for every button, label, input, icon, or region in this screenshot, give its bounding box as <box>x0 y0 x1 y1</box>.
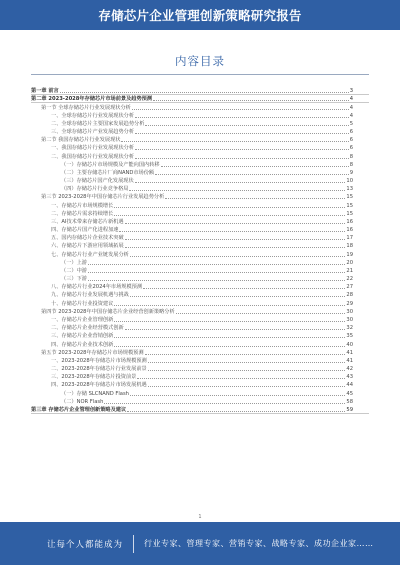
toc-entry-page: 4 <box>349 96 353 103</box>
toc-entry-title: 第二章 2023-2028年存储芯片市场前景及趋势预测 <box>31 96 153 103</box>
toc-entry-page: 44 <box>346 382 353 389</box>
toc-entry[interactable] <box>31 217 353 225</box>
toc-entry[interactable] <box>31 339 353 347</box>
toc-entry-page: 21 <box>346 267 353 274</box>
toc-heading: 内容目录 <box>175 54 225 68</box>
toc-entry-page: 35 <box>346 333 353 340</box>
toc-dot-leader <box>155 174 349 175</box>
toc-dot-leader <box>114 337 345 338</box>
toc-entry-title: 十、存储芯片行业投资建议 <box>51 300 114 307</box>
toc-entry-page: 15 <box>346 202 353 209</box>
toc-entry[interactable] <box>31 111 353 119</box>
toc-entry-title: 四、存储芯片国产化进程加速 <box>51 227 119 234</box>
toc-dot-leader <box>114 346 345 347</box>
toc-dot-leader <box>137 378 345 379</box>
page-number: 1 <box>198 514 202 520</box>
toc-entry-title: 七、存储芯片行业产业链发展分析 <box>51 251 129 258</box>
toc-entry-title: 二、全球存储芯片主要国家发展趋势分析 <box>51 120 145 127</box>
toc-entry-title: （四）存储芯片行业竞争格局 <box>61 186 129 193</box>
toc-entry-title: 三、AI技术带来存储芯片新机遇 <box>51 218 124 225</box>
toc-entry-title: （一）上游 <box>61 259 87 266</box>
toc-dot-leader <box>114 305 345 306</box>
toc-entry[interactable] <box>31 348 353 356</box>
toc-dot-leader <box>135 133 349 134</box>
toc-dot-leader <box>125 223 346 224</box>
toc-dot-leader <box>132 109 349 110</box>
toc-heading-divider <box>31 74 369 75</box>
toc-entry-page: 10 <box>346 178 353 185</box>
toc-entry-title: 第二节 我国存储芯片行业发展现状 <box>41 137 121 144</box>
toc-dot-leader <box>145 125 348 126</box>
toc-entry-title: 第一节 全球存储芯片行业发展现状分析 <box>41 104 131 111</box>
toc-dot-leader <box>135 182 346 183</box>
toc-entry-page: 13 <box>346 186 353 193</box>
toc-entry[interactable] <box>31 388 353 396</box>
toc-dot-leader <box>143 288 345 289</box>
footer-slogan: 让每个人都能成为 <box>47 539 124 550</box>
toc-entry-title: （三）下游 <box>61 276 87 283</box>
toc-entry[interactable] <box>31 176 353 184</box>
toc-entry-title: 五、国内存储芯片企业技术突破 <box>51 235 124 242</box>
toc-entry-page: 4 <box>349 112 353 119</box>
toc-dot-leader <box>121 141 348 142</box>
toc-entry-page: 27 <box>346 284 353 291</box>
toc-entry[interactable] <box>31 266 353 274</box>
toc-entry[interactable] <box>31 102 353 110</box>
footer-tagline: 行业专家、管理专家、营销专家、战略专家、成功企业家…… <box>144 539 374 548</box>
toc-entry[interactable] <box>31 282 353 290</box>
toc-entry[interactable] <box>31 225 353 233</box>
report-title: 存储芯片企业管理创新策略研究报告 <box>98 8 302 23</box>
toc-entry-page: 22 <box>346 276 353 283</box>
toc-dot-leader <box>145 354 346 355</box>
toc-dot-leader <box>104 403 345 404</box>
toc-entry-title: 二、存储芯片需求持续增长 <box>51 210 114 217</box>
toc-entry[interactable] <box>31 127 353 135</box>
toc-dot-leader <box>114 215 345 216</box>
toc-entry[interactable] <box>31 290 353 298</box>
toc-entry-page: 19 <box>346 251 353 258</box>
toc-entry-title: 第一章 前言 <box>31 88 59 95</box>
toc-entry[interactable] <box>31 143 353 151</box>
report-header <box>0 0 400 30</box>
toc-dot-leader <box>125 247 346 248</box>
toc-entry[interactable] <box>31 151 353 159</box>
toc-dot-leader <box>148 370 346 371</box>
toc-entry[interactable] <box>31 160 353 168</box>
toc-entry[interactable] <box>31 200 353 208</box>
toc-entry-title: 三、全球存储芯片产业发展趋势分析 <box>51 129 135 136</box>
toc-entry-page: 6 <box>349 137 353 144</box>
toc-dot-leader <box>127 411 345 412</box>
toc-dot-leader <box>148 386 346 387</box>
toc-entry-page: 4 <box>349 104 353 111</box>
toc-entry-title: 二、存储芯片企业经营模式创新 <box>51 325 124 332</box>
toc-entry[interactable] <box>31 249 353 257</box>
toc-entry-title: 一、全球存储芯片行业发展现状分析 <box>51 112 135 119</box>
toc-entry[interactable] <box>31 233 353 241</box>
toc-entry-page: 15 <box>346 194 353 201</box>
toc-entry-title: 三、2023-2028年存储芯片投资前景 <box>51 374 137 381</box>
footer-divider <box>133 535 134 553</box>
toc-entry-page: 30 <box>346 316 353 323</box>
toc-entry-title: （一）存储 SLCNAND Flash <box>61 390 129 397</box>
chapter-divider <box>31 94 369 95</box>
toc-entry-page: 59 <box>346 406 353 413</box>
toc-entry[interactable] <box>31 274 353 282</box>
toc-entry-title: （三）存储芯片国产化发展现状 <box>61 178 134 185</box>
table-of-contents <box>31 86 353 413</box>
toc-dot-leader <box>114 321 345 322</box>
toc-entry-title: 一、存储芯片企业管理创新 <box>51 316 114 323</box>
toc-dot-leader <box>130 296 346 297</box>
toc-dot-leader <box>88 264 345 265</box>
toc-dot-leader <box>165 198 345 199</box>
toc-entry-title: 第四节 2023-2028年中国存储芯片企业经营创新策略分析 <box>41 308 175 315</box>
toc-entry-title: （二）NOR Flash <box>61 398 104 405</box>
toc-entry-page: 41 <box>346 357 353 364</box>
toc-entry-page: 28 <box>346 292 353 299</box>
toc-entry-page: 3 <box>349 88 353 95</box>
toc-entry[interactable] <box>31 372 353 380</box>
toc-entry-page: 43 <box>346 374 353 381</box>
toc-entry-page: 8 <box>349 153 353 160</box>
toc-entry-page: 41 <box>346 349 353 356</box>
chapter-divider <box>31 102 369 103</box>
toc-dot-leader <box>135 117 349 118</box>
toc-entry[interactable] <box>31 380 353 388</box>
toc-entry[interactable] <box>31 209 353 217</box>
toc-dot-leader <box>119 231 345 232</box>
toc-entry[interactable] <box>31 135 353 143</box>
toc-entry-title: 第三章 存储芯片企业管理创新策略及建议 <box>31 406 127 413</box>
toc-entry-title: 第三节 2023-2028年中国存储芯片行业发展趋势分析 <box>41 194 165 201</box>
toc-entry[interactable] <box>31 168 353 176</box>
toc-dot-leader <box>135 149 349 150</box>
toc-entry-page: 16 <box>346 218 353 225</box>
toc-entry-page: 17 <box>346 235 353 242</box>
toc-entry-page: 32 <box>346 325 353 332</box>
toc-dot-leader <box>176 313 346 314</box>
toc-entry-page: 30 <box>346 308 353 315</box>
toc-entry-page: 40 <box>346 341 353 348</box>
toc-entry-page: 58 <box>346 398 353 405</box>
toc-entry-title: 二、2023-2028年存储芯片行业发展前景 <box>51 366 147 373</box>
toc-entry-page: 16 <box>346 227 353 234</box>
toc-entry-title: 八、存储芯片行业2024年市场规模预测 <box>51 284 143 291</box>
toc-entry[interactable] <box>31 307 353 315</box>
toc-dot-leader <box>161 166 349 167</box>
toc-entry[interactable] <box>31 258 353 266</box>
toc-dot-leader <box>129 190 345 191</box>
toc-dot-leader <box>88 280 345 281</box>
toc-entry-page: 45 <box>346 390 353 397</box>
toc-entry-title: 第五节 2023-2028年存储芯片市场规模预测 <box>41 349 144 356</box>
toc-entry-title: 九、存储芯片行业发展机遇与挑战 <box>51 292 129 299</box>
toc-entry[interactable] <box>31 298 353 306</box>
toc-dot-leader <box>125 239 346 240</box>
toc-entry-page: 6 <box>349 145 353 152</box>
toc-entry[interactable] <box>31 397 353 405</box>
toc-entry-page: 20 <box>346 259 353 266</box>
toc-entry-title: （二）中游 <box>61 267 87 274</box>
report-footer <box>0 522 400 565</box>
toc-entry-page: 42 <box>346 366 353 373</box>
toc-dot-leader <box>114 207 345 208</box>
toc-entry[interactable] <box>31 364 353 372</box>
toc-entry[interactable] <box>31 405 353 413</box>
toc-entry-page: 8 <box>349 161 353 168</box>
toc-entry-page: 29 <box>346 300 353 307</box>
toc-dot-leader <box>148 362 346 363</box>
toc-entry[interactable] <box>31 184 353 192</box>
toc-entry[interactable] <box>31 192 353 200</box>
toc-entry-page: 9 <box>349 169 353 176</box>
chapter-divider <box>31 413 369 414</box>
toc-entry-title: 一、存储芯片市场规模增长 <box>51 202 114 209</box>
toc-entry-title: 四、存储芯片企业技术创新 <box>51 341 114 348</box>
toc-entry-title: 四、2023-2028年存储芯片市场发展机遇 <box>51 382 147 389</box>
toc-entry-title: 二、我国存储芯片行业发展现状分析 <box>51 153 135 160</box>
toc-entry-title: （一）存储芯片市场规模及产能向国内转移 <box>61 161 160 168</box>
toc-entry-page: 18 <box>346 243 353 250</box>
toc-entry[interactable] <box>31 323 353 331</box>
toc-dot-leader <box>88 272 345 273</box>
toc-entry[interactable] <box>31 86 353 94</box>
toc-entry[interactable] <box>31 241 353 249</box>
toc-entry[interactable] <box>31 356 353 364</box>
toc-dot-leader <box>125 329 346 330</box>
toc-entry[interactable] <box>31 119 353 127</box>
toc-entry-title: （二）主要存储芯片厂商NAND市场份额 <box>61 169 155 176</box>
toc-entry[interactable] <box>31 315 353 323</box>
toc-entry-title: 一、我国存储芯片行业发展现状分析 <box>51 145 135 152</box>
toc-entry-page: 15 <box>346 210 353 217</box>
toc-dot-leader <box>135 158 349 159</box>
toc-entry-title: 三、存储芯片企业营销创新 <box>51 333 114 340</box>
toc-entry-title: 一、2023-2028年存储芯片市场规模预测 <box>51 357 147 364</box>
toc-dot-leader <box>130 395 345 396</box>
toc-dot-leader <box>130 256 346 257</box>
toc-entry[interactable] <box>31 331 353 339</box>
toc-entry-page: 5 <box>349 120 353 127</box>
toc-entry-page: 6 <box>349 129 353 136</box>
toc-entry-title: 六、存储芯片下游应用领域拓展 <box>51 243 124 250</box>
